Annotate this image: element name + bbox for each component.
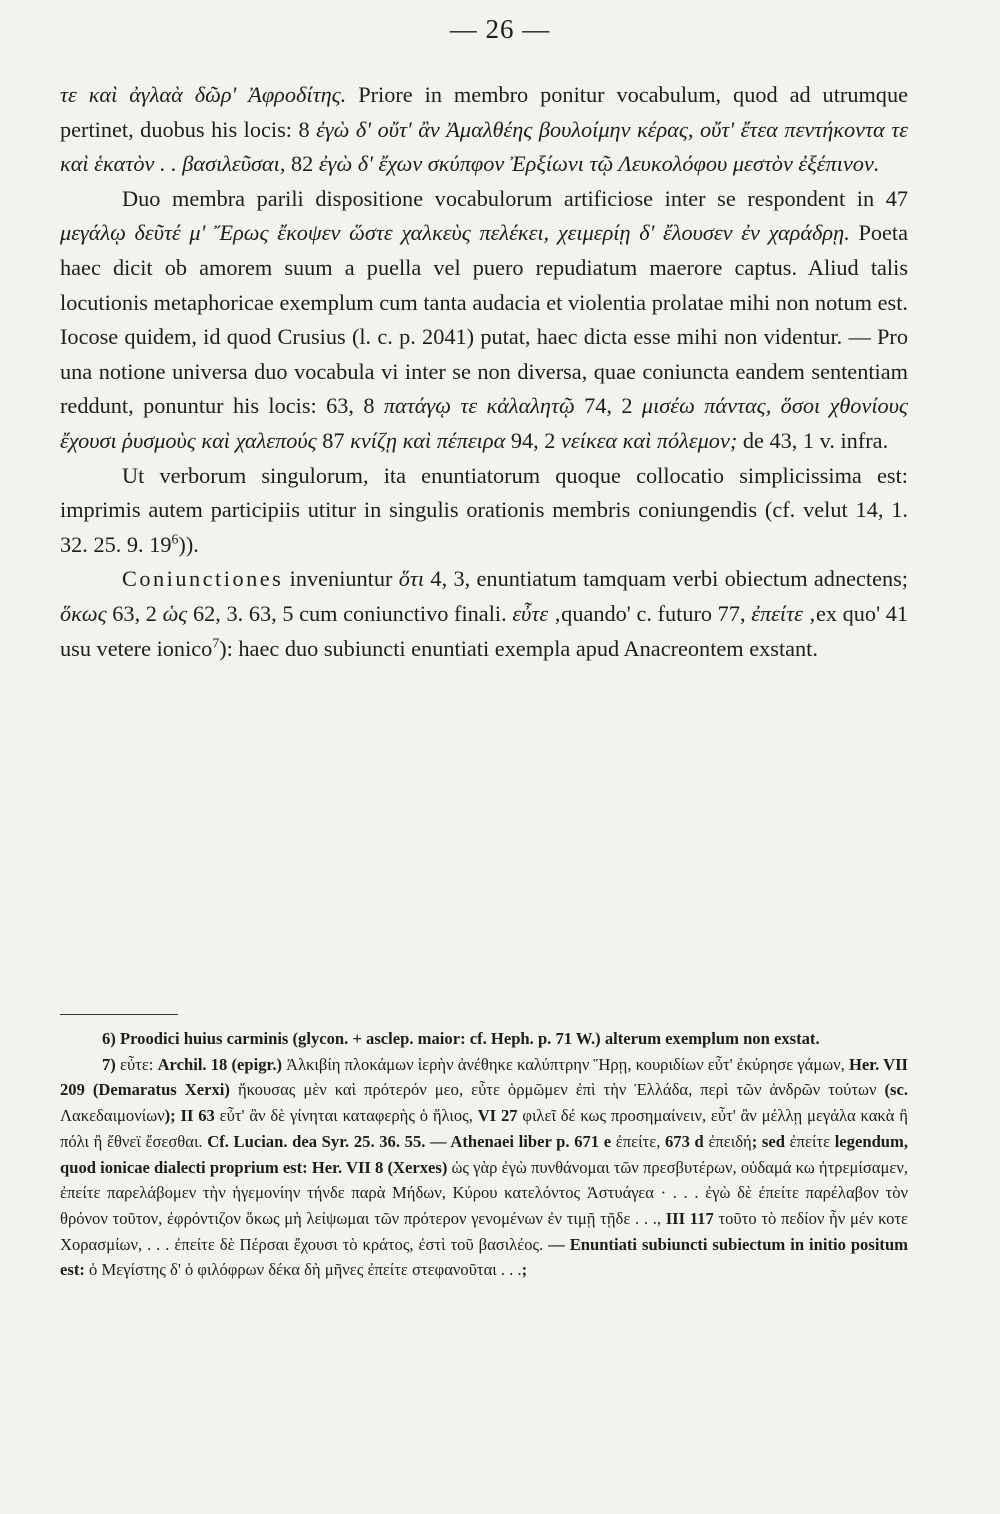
text-run: Poeta haec dicit ob amorem suum a puella vel puero repudiatum maerore captus. Aliud talis locutionis metaphoricae exemplum cum tanta audacia et violentia prolatae mihi non notum est. Iocose quidem, id quod Crusius (l. c. p. 2041) putat, haec dicta esse mihi non videntur. — Pro una notione universa duo vocabula vi inter se non diversa, quae coniuncta eandem sententiam reddunt, ponuntur his locis: 63, 8	[60, 220, 908, 419]
greek-quote: μισέω πάντας, ὅσοι χθονίους ἔχουσι ῥυσμοὺς καὶ χαλεπούς	[60, 393, 908, 453]
greek-quote: πατάγῳ τε κἀλαλητῷ	[383, 393, 575, 419]
text-run: de 43, 1 v. infra.	[737, 427, 889, 453]
text-run: — Enuntiati subiuncti subiectum in initio positum est:	[60, 1234, 909, 1280]
text-run: 94, 2	[505, 427, 562, 453]
text-run: III 117	[661, 1208, 719, 1228]
text-run: 4, 3, enuntiatum tamquam verbi obiectum adnectens;	[424, 566, 908, 592]
footnotes	[60, 1026, 908, 1283]
greek-quote: ἐπειδή	[708, 1131, 752, 1151]
greek-quote: ἐπείτε,	[615, 1131, 661, 1151]
greek-word: ὅκως	[60, 600, 107, 626]
text-run: legendum, quod ionicae dialecti proprium est: Her. VII 8 (Xerxes)	[60, 1131, 908, 1177]
greek-quote: νείκεα καὶ πόλεμον;	[561, 427, 738, 453]
text-run: Ut verborum singulorum, ita enuntiatorum quoque collocatio simplicissima est: imprimis autem participiis utitur in singulis orationis membris coniungendis (cf. velut 14, 1. 32. 25. 9. 19	[60, 462, 908, 557]
text-run: Cf. Lucian. dea Syr. 25. 36. 55. — Athenaei liber p. 671 e	[202, 1131, 616, 1151]
greek-quote: ὡς γὰρ ἐγὼ πυνθάνομαι τῶν πρεσβυτέρων, οὐδαμά κω ἠτρεμίσαμεν, ἐπείτε παρελάβομεν τὴν ἡγεμονίην τήνδε παρὰ Μήδων, Κύρου κατελόντος Ἀστυάγεα · . . . ἐγὼ δὲ ἐπείτε παρέλαβον τὸν θρόνον τοῦτον, ἐφρόντιζον ὅκως μὴ λείψωμαι τῶν πρότερον γενομένων ἐν τιμῇ τῇδε . . .,	[60, 1157, 909, 1228]
greek-quote: ἤκουσας μὲν καὶ πρότερόν μεο, εὖτε ὁρμῶμεν ἐπὶ τὴν Ἑλλάδα, περὶ τῶν ἀνδρῶν τούτων	[237, 1080, 877, 1100]
text-run: 62, 3. 63, 5 cum coniunctivo finali.	[187, 600, 513, 626]
greek-quote: ἐγὼ δ' οὔτ' ἂν Ἀμαλθέης βουλοίμην κέρας, οὔτ' ἔτεα πεντήκοντα τε καὶ ἑκατὸν . . βασιλεῦσαι,	[60, 116, 908, 177]
greek-quote: ἐγὼ δ' ἔχων σκύπφον Ἐρξίωνι τῷ Λευκολόφου μεστὸν ἐξέπινον.	[318, 151, 880, 177]
text-run: inveniuntur	[283, 566, 399, 592]
greek-word: ὅτι	[398, 566, 425, 592]
greek-quote: ὁ Μεγίστης δ' ὁ φιλόφρων δέκα δὴ μῆνες ἐπείτε στεφανοῦται . . .	[89, 1260, 522, 1280]
greek-quote: ἐπείτε	[789, 1131, 831, 1151]
text-run: ; sed	[751, 1131, 790, 1151]
greek-quote: μεγάλῳ δεῦτέ μ' Ἔρως ἔκοψεν ὥστε χαλκεὺς πελέκει, χειμερίῃ δ' ἔλουσεν ἐν χαράδρῃ.	[60, 220, 850, 246]
paragraph-3	[60, 459, 908, 563]
footnote-ref: 6	[171, 531, 179, 547]
text-run: VI 27	[472, 1106, 523, 1126]
page-number: — 26 —	[449, 14, 551, 44]
greek-quote: Ἀλκιβίη πλοκάμων ἱερὴν ἀνέθηκε καλύπτρην Ἥρῃ, κουριδίων εὖτ' ἐκύρησε γάμων,	[286, 1054, 845, 1074]
text-run: ): haec duo subiuncti enuntiati exempla apud Anacreontem exstant.	[219, 635, 818, 661]
greek-quote: φιλεῖ δέ κως προσημαίνειν, εὖτ' ἂν μέλλῃ μεγάλα κακὰ ἢ πόλι ἢ ἔθνεϊ ἔσεσθαι.	[60, 1106, 908, 1151]
text-run: 82	[285, 151, 319, 177]
footnote-6: 6) Proodici huius carminis (glycon. + asclep. maior: cf. Heph. p. 71 W.) alterum exemplum non exstat.	[102, 1029, 820, 1048]
text-run: 673 d	[660, 1131, 709, 1151]
greek-quote: εὖτε:	[119, 1054, 154, 1074]
text-run: Her. VII 209 (Demaratus Xerxi)	[60, 1054, 908, 1100]
greek-quote: τοῦτο τὸ πεδίον ἦν μέν κοτε Χορασμίων, . . . ἐπείτε δὲ Πέρσαι ἔχουσι τὸ κράτος, ἐστὶ τοῦ βασιλέος.	[60, 1208, 909, 1254]
text-run: ‚quando' c. futuro 77,	[548, 600, 752, 626]
spaced-heading-word: Coniunctiones	[122, 566, 284, 592]
paragraph-2	[60, 182, 908, 459]
greek-word: ὡς	[162, 600, 188, 626]
text-run: ‚ex quo' 41 usu vetere ionico	[60, 600, 909, 661]
text-run: Archil. 18 (epigr.)	[153, 1054, 287, 1074]
greek-quote: εὖτ' ἂν δὲ γίνηται καταφερὴς ὁ ἥλιος,	[219, 1106, 473, 1126]
text-run: Duo membra parili dispositione vocabulorum artificiose inter se respondent in 47	[122, 185, 908, 211]
greek-word: ἐπείτε	[751, 600, 803, 626]
paragraph-4	[60, 562, 908, 666]
footnote-separator	[60, 1014, 178, 1015]
greek-quote: κνίζῃ καὶ πέπειρα	[350, 427, 506, 453]
main-text	[60, 78, 908, 666]
text-run: 63, 2	[106, 600, 163, 626]
text-run: Priore in membro ponitur vocabulum, quod ad utrumque pertinet, duobus his locis: 8	[60, 82, 908, 142]
greek-word: εὖτε	[512, 600, 549, 626]
text-run: )).	[178, 531, 199, 557]
greek-quote: τε καὶ ἀγλαὰ δῶρ' Ἀφροδίτης.	[60, 82, 347, 107]
paragraph-1	[60, 78, 908, 182]
text-run: 87	[316, 427, 351, 453]
text-run: 74, 2	[574, 393, 642, 419]
greek-quote: Λακεδαιμονίων	[60, 1106, 165, 1126]
footnote-ref: 7	[212, 635, 220, 651]
text-run: 7)	[102, 1054, 120, 1074]
text-run: (sc.	[876, 1080, 908, 1100]
footnote-7	[60, 1052, 908, 1283]
text-run: ;	[521, 1260, 528, 1280]
text-run: ); II 63	[164, 1106, 220, 1126]
